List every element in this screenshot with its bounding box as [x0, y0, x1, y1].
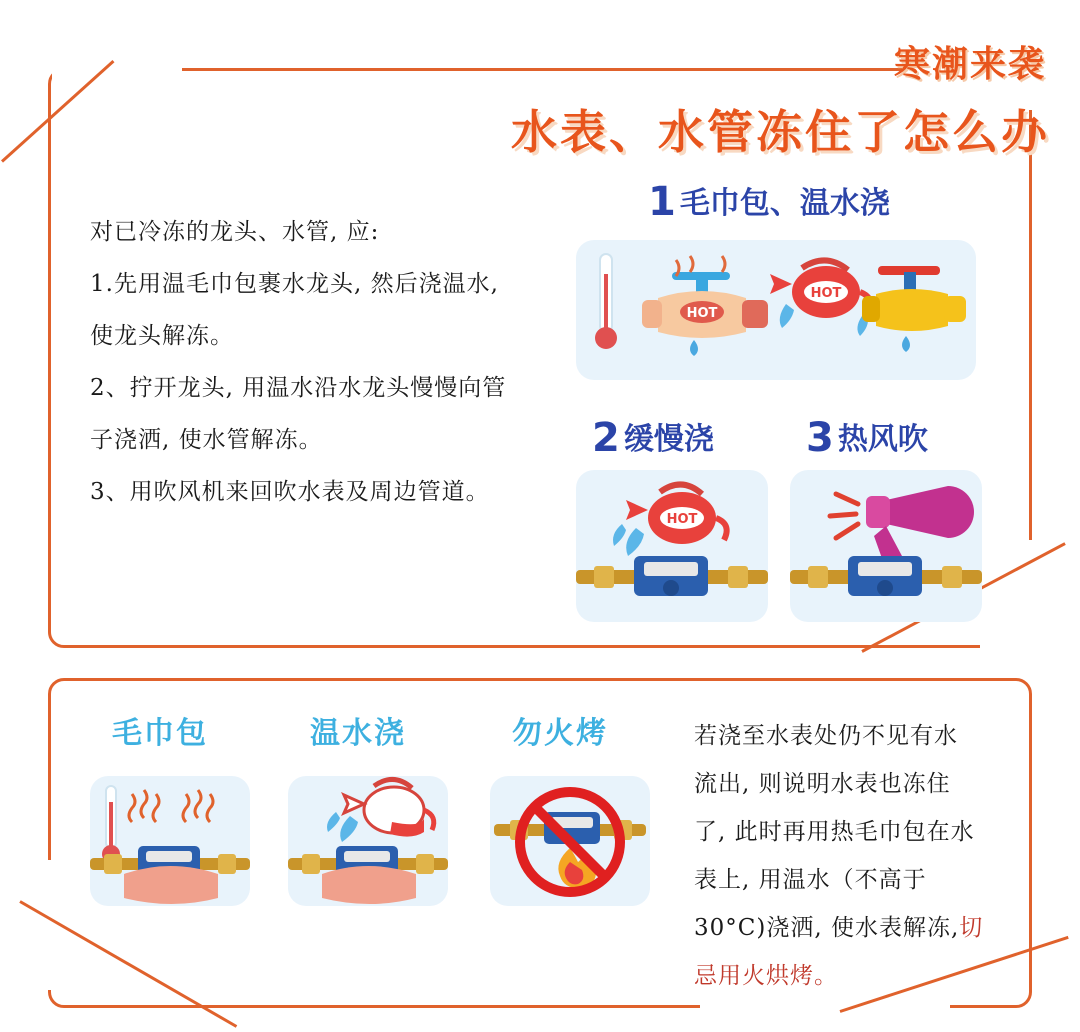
step-1-label: 毛巾包、温水浇 [679, 186, 890, 221]
header-kicker: 寒潮来袭 [893, 44, 1046, 85]
instructions-lead: 对已冷冻的龙头、水管, 应: [90, 219, 380, 245]
bottom-label-2: 温水浇 [310, 716, 406, 751]
step-2-heading [592, 414, 714, 461]
svg-text:HOT: HOT [810, 286, 842, 301]
water-meter-icon [790, 556, 982, 596]
bottom-illustration-no-fire [490, 776, 650, 906]
bottom-illustration-towel [90, 776, 250, 906]
bottom-note-line-5-text: 30°C)浇洒, 使水表解冻, [694, 915, 960, 941]
thermometer-icon [102, 786, 120, 863]
bottom-label-1: 毛巾包 [112, 716, 208, 751]
towel-icon [124, 866, 218, 904]
bottom-label-3: 勿火烤 [512, 716, 608, 751]
step-2-number: 2 [592, 415, 620, 461]
frame-gap-top-left [52, 64, 182, 184]
kettle-icon [327, 779, 434, 842]
step-1-number: 1 [648, 179, 676, 225]
instructions-line-1: 1.先用温毛巾包裹水龙头, 然后浇温水, [90, 271, 499, 297]
bottom-note-line-2: 流出, 则说明水表也冻住 [694, 771, 951, 797]
bottom-note [694, 712, 1014, 1000]
bottom-note-warning-inline: 切 [959, 915, 984, 941]
thermometer-icon [595, 254, 617, 349]
step-1-heading [648, 178, 890, 225]
faucet-icon [642, 256, 768, 356]
step-3-illustration-panel [790, 470, 982, 622]
bottom-note-line-1: 若浇至水表处仍不见有水 [694, 723, 958, 749]
kettle-icon [770, 260, 871, 336]
step-3-label: 热风吹 [837, 422, 928, 457]
bottom-note-warning: 忌用火烘烤。 [694, 963, 838, 989]
towel-icon [322, 866, 416, 904]
instructions-line-5: 3、用吹风机来回吹水表及周边管道。 [90, 479, 490, 505]
step-2-label: 缓慢浇 [623, 422, 714, 457]
step-3-heading [806, 414, 928, 461]
bottom-note-line-3: 了, 此时再用热毛巾包在水 [694, 819, 975, 845]
step-1-illustration-panel [576, 240, 976, 380]
instructions-line-4: 子浇洒, 使水管解冻。 [90, 427, 323, 453]
kettle-icon [613, 484, 727, 556]
faucet-icon [862, 266, 966, 352]
page-title: 水表、水管冻住了怎么办 [511, 105, 1050, 159]
instructions-line-3: 2、拧开龙头, 用温水沿水龙头慢慢向管 [90, 375, 507, 401]
instructions-line-2: 使龙头解冻。 [90, 323, 234, 349]
svg-text:HOT: HOT [686, 306, 718, 321]
water-meter-icon [576, 556, 768, 596]
frame-gap-bottom-right [980, 540, 1080, 660]
heat-waves-icon [129, 790, 213, 822]
bottom-note-line-4: 表上, 用温水（不高于 [694, 867, 927, 893]
step-2-illustration-panel [576, 470, 768, 622]
bottom-note-line-5 [694, 904, 1014, 952]
instructions-block [90, 206, 560, 518]
bottom-illustration-warm-water [288, 776, 448, 906]
step-3-number: 3 [806, 415, 834, 461]
svg-text:HOT: HOT [666, 512, 698, 527]
